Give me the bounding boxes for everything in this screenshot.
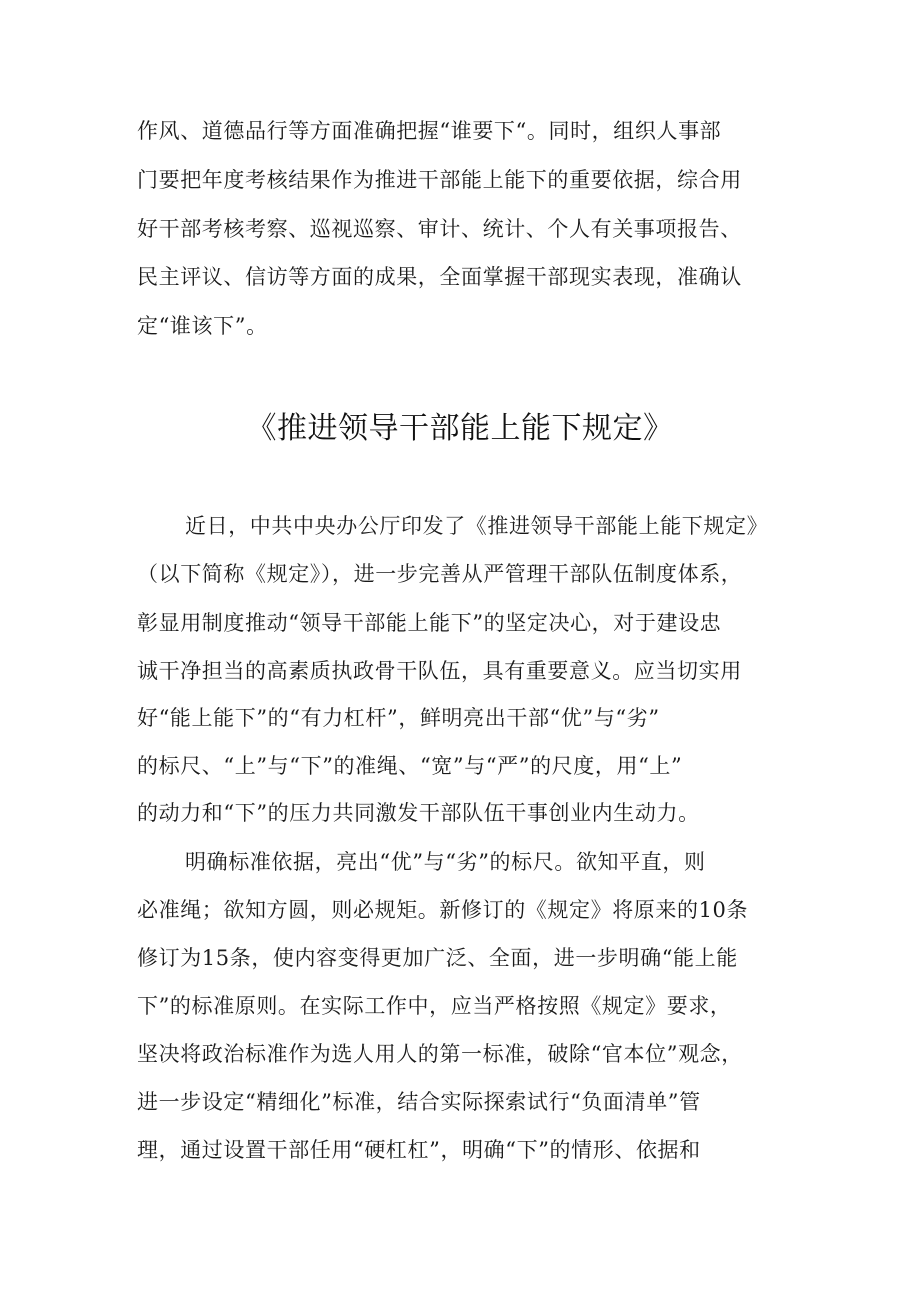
- paragraph2-line-4: 下”的标准原则。在实际工作中，应当严格按照《规定》要求，: [137, 994, 732, 1018]
- paragraph1-line-1: 近日，中共中央办公厅印发了《推进领导干部能上能下规定》: [185, 514, 769, 538]
- paragraph2-line-6: 进一步设定“精细化”标准，结合实际探索试行“负面清单”管: [137, 1090, 701, 1114]
- paragraph2-line-2: 必准绳；欲知方圆，则必规矩。新修订的《规定》将原来的10条: [137, 898, 749, 922]
- paragraph2-line-1: 明确标准依据，亮出“优”与“劣”的标尺。欲知平直，则: [185, 850, 706, 874]
- paragraph2-line-3: 修订为15条，使内容变得更加广泛、全面，进一步明确“能上能: [137, 946, 738, 970]
- paragraph1-line-4: 诚干净担当的高素质执政骨干队伍，具有重要意义。应当切实用: [137, 659, 742, 683]
- paragraph2-line-5: 坚决将政治标准作为选人用人的第一标准，破除“官本位”观念，: [137, 1042, 743, 1066]
- paragraph1-line-5: 好“能上能下”的“有力杠杆”，鲜明亮出干部“优”与“劣”: [137, 706, 660, 730]
- paragraph1-line-7: 的动力和“下”的压力共同激发干部队伍干事创业内生动力。: [137, 801, 700, 825]
- intro-line-3: 好干部考核考察、巡视巡察、审计、统计、个人有关事项报告、: [137, 217, 742, 241]
- document-title: 《推进领导干部能上能下规定》: [246, 411, 674, 446]
- paragraph2-line-7: 理，通过设置干部任用“硬杠杠”，明确“下”的情形、依据和: [137, 1138, 701, 1162]
- intro-line-1: 作风、道德品行等方面准确把握“谁要下“。同时，组织人事部: [137, 119, 722, 143]
- paragraph1-line-3: 彰显用制度推动“领导干部能上能下”的坚定决心，对于建设忠: [137, 611, 722, 635]
- paragraph1-line-6: 的标尺、“上”与“下”的准绳、“宽”与“严”的尺度，用“上”: [137, 754, 683, 778]
- intro-line-2: 门要把年度考核结果作为推进干部能上能下的重要依据，综合用: [137, 168, 742, 192]
- paragraph1-line-2: （以下简称《规定》），进一步完善从严管理干部队伍制度体系，: [137, 562, 743, 586]
- intro-line-4: 民主评议、信访等方面的成果，全面掌握干部现实表现，准确认: [137, 265, 742, 289]
- intro-line-5: 定“谁该下”。: [137, 314, 268, 338]
